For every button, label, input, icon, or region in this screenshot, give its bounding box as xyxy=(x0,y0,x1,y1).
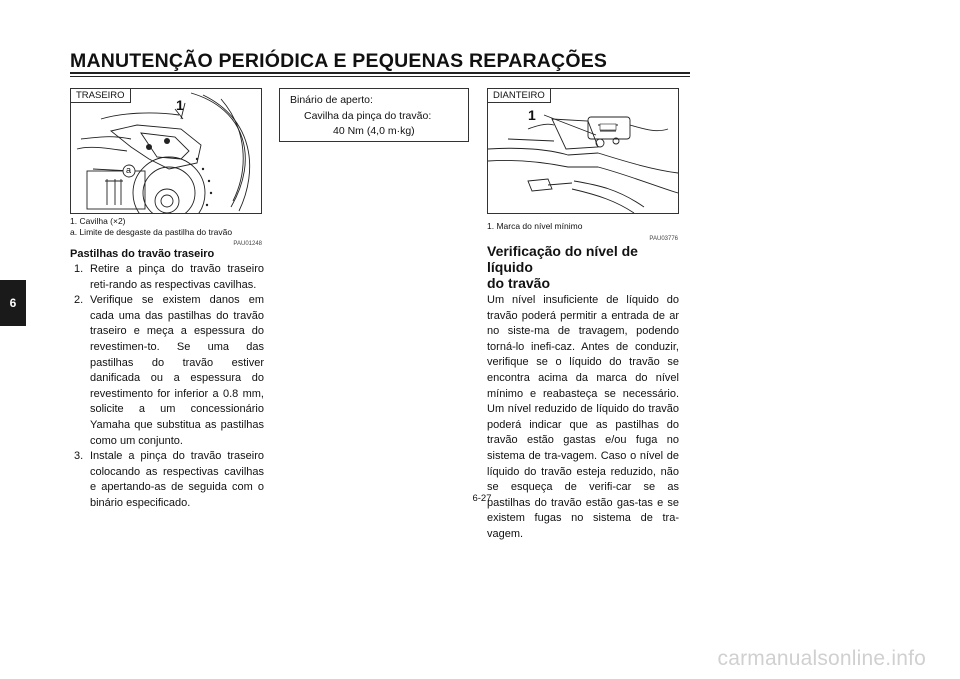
fluid-level-section xyxy=(487,243,679,543)
step-number: 3. xyxy=(74,450,84,463)
reference-code: PAU03776 xyxy=(649,236,678,242)
steps-list xyxy=(70,262,264,512)
step-number: 2. xyxy=(74,294,84,307)
step-number: 1. xyxy=(74,263,84,275)
front-reservoir-illustration xyxy=(488,89,678,213)
list-item xyxy=(70,262,264,293)
callout-letter: a xyxy=(126,165,132,175)
page-title: MANUTENÇÃO PERIÓDICA E PEQUENAS REPARAÇÕES xyxy=(70,50,608,72)
list-item xyxy=(70,449,264,511)
figure-label-front: DIANTEIRO xyxy=(488,89,551,103)
figure-rear-brake xyxy=(70,88,262,214)
footer-watermark: carmanualsonline.info xyxy=(717,647,926,670)
spec-heading: Binário de aperto: xyxy=(290,94,373,106)
caption-item: 1. Marca do nível mínimo xyxy=(487,221,583,231)
spec-item: Cavilha da pinça do travão: xyxy=(304,109,432,122)
step-text: Retire a pinça do travão traseiro reti-rando as respectivas cavilhas. xyxy=(90,263,264,291)
figure-label-rear: TRASEIRO xyxy=(71,89,131,103)
rear-brake-illustration xyxy=(71,89,261,213)
torque-spec-box xyxy=(279,88,469,142)
caption-item: 1. Cavilha (×2) xyxy=(70,216,126,226)
rear-pads-section xyxy=(70,247,264,512)
step-text: Verifique se existem danos em cada uma das pastilhas do travão traseiro e meça a espessura do revestimen-to. Se uma das pastilhas do travão estiver danificada ou a espessura do revestimento for inferior a 0.8 mm, solicite a um concessionário Yamaha que substitua as pastilhas como um conjunto. xyxy=(90,294,264,447)
figure-rear-caption xyxy=(70,216,270,237)
header-rule-thin xyxy=(70,76,690,77)
caption-item: a. Limite de desgaste da pastilha do travão xyxy=(70,226,233,237)
list-item xyxy=(70,293,264,449)
reference-code: PAU01248 xyxy=(233,241,262,247)
body-paragraph: Um nível insuficiente de líquido do travão poderá permitir a entrada de ar no siste-ma de travagem, podendo torná-lo inefi-caz. Antes de conduzir, verifique se o líquido do travão se encontra acima da marca do nível mínimo e reabasteça se necessário. Um nível reduzido de líquido do travão poderá indicar que as pastilhas do travão estão gastas e/ou fuga no sistema de tra-vagem. Caso o nível de líquido do travão esteja reduzido, não se esqueça de verifi-car se as pastilhas do travão estão gas-tas e se existem fugas no sistema de tra-vagem. xyxy=(487,294,679,540)
step-text: Instale a pinça do travão traseiro colocando as respectivas cavilhas e apertando-as de seguida com o binário especificado. xyxy=(90,450,264,509)
page-number: 6-27 xyxy=(472,493,492,504)
chapter-number: 6 xyxy=(9,296,17,310)
callout-number: 1 xyxy=(528,107,536,123)
section-heading-line: Verificação do nível de líquido xyxy=(487,243,638,275)
callout-number: 1 xyxy=(176,97,184,113)
figure-front-caption xyxy=(487,221,687,232)
section-heading: Pastilhas do travão traseiro xyxy=(70,248,215,260)
spec-value: 40 Nm (4,0 m·kg) xyxy=(333,125,415,137)
chapter-tab xyxy=(0,280,26,326)
figure-front-reservoir xyxy=(487,88,679,214)
section-heading-line: do travão xyxy=(487,275,551,291)
header-rule xyxy=(70,72,690,74)
